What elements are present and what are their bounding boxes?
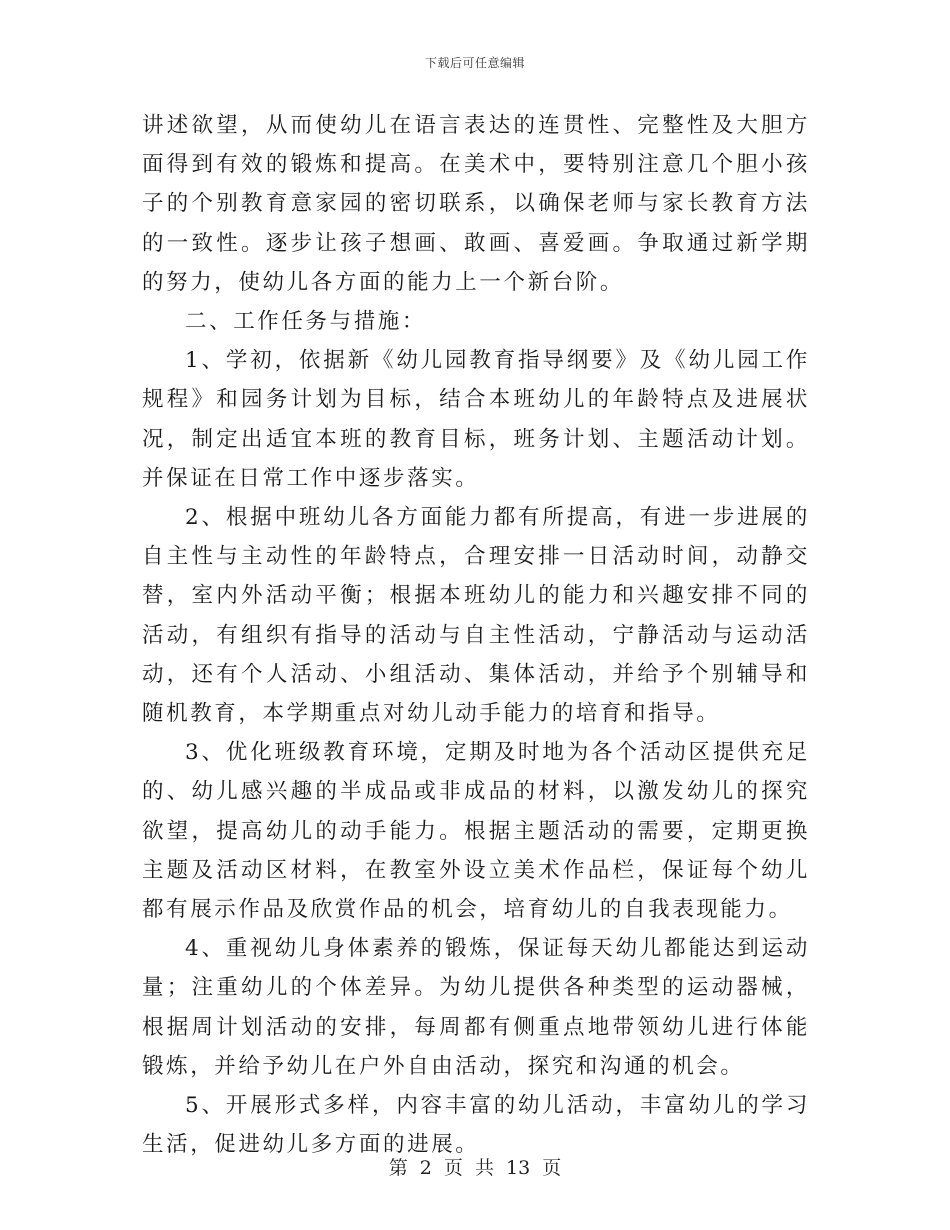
document-body bbox=[142, 106, 810, 1164]
section-heading: 二、工作任务与措施： bbox=[185, 309, 427, 335]
paragraph-item-1: 1、学初，依据新《幼儿园教育指导纲要》及《幼儿园工作规程》和园务计划为目标，结合本班幼儿的年龄特点及进展状况，制定出适宜本班的教育目标，班务计划、主题活动计划。并保证在日常工作中逐步落实。 bbox=[142, 348, 810, 491]
page-number-footer: 第 2 页 共 13 页 bbox=[388, 1157, 562, 1179]
header-note: 下载后可任意编辑 bbox=[424, 56, 525, 70]
paragraph-item-2: 2、根据中班幼儿各方面能力都有所提高，有进一步进展的自主性与主动性的年龄特点，合理安排一日活动时间，动静交替，室内外活动平衡；根据本班幼儿的能力和兴趣安排不同的活动，有组织有指导的活动与自主性活动，宁静活动与运动活动，还有个人活动、小组活动、集体活动，并给予个别辅导和随机教育，本学期重点对幼儿动手能力的培育和指导。 bbox=[142, 505, 810, 727]
paragraph-continuation: 讲述欲望，从而使幼儿在语言表达的连贯性、完整性及大胆方面得到有效的锻炼和提高。在美术中，要特别注意几个胆小孩子的个别教育意家园的密切联系，以确保老师与家长教育方法的一致性。逐步让孩子想画、敢画、喜爱画。争取通过新学期的努力，使幼儿各方面的能力上一个新台阶。 bbox=[142, 113, 810, 295]
paragraph-item-3: 3、优化班级教育环境，定期及时地为各个活动区提供充足的、幼儿感兴趣的半成品或非成品的材料，以激发幼儿的探究欲望，提高幼儿的动手能力。根据主题活动的需要，定期更换主题及活动区材料，在教室外设立美术作品栏，保证每个幼儿都有展示作品及欣赏作品的机会，培育幼儿的自我表现能力。 bbox=[142, 740, 810, 923]
paragraph-item-4: 4、重视幼儿身体素养的锻炼，保证每天幼儿都能达到运动量；注重幼儿的个体差异。为幼儿提供各种类型的运动器械，根据周计划活动的安排，每周都有侧重点地带领幼儿进行体能锻炼，并给予幼儿在户外自由活动，探究和沟通的机会。 bbox=[142, 936, 810, 1079]
paragraph-item-5: 5、开展形式多样，内容丰富的幼儿活动，丰富幼儿的学习生活，促进幼儿多方面的进展。 bbox=[142, 1093, 810, 1158]
